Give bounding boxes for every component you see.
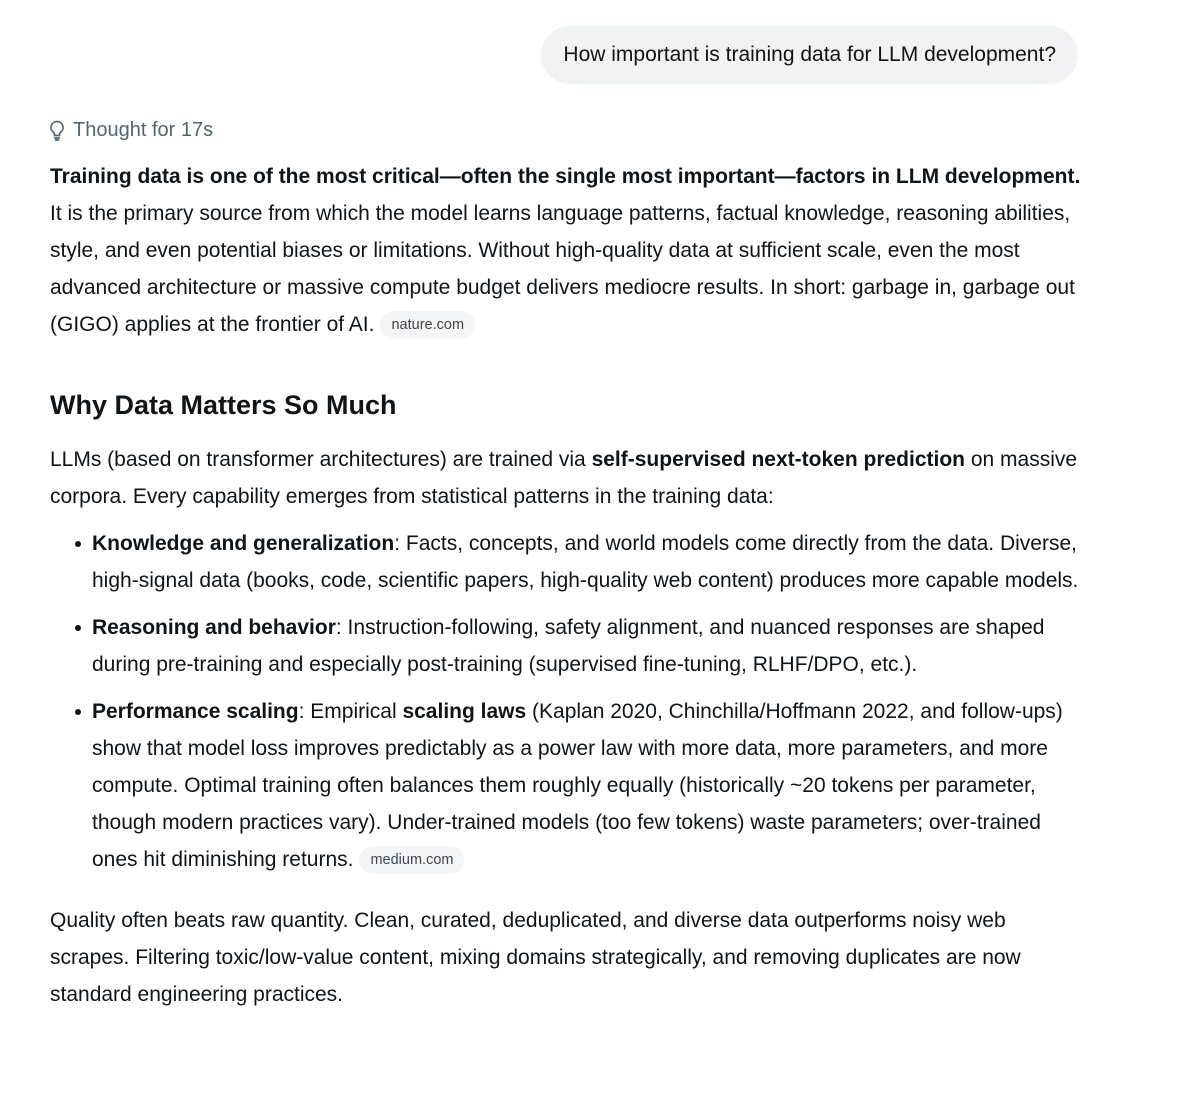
assistant-response bbox=[50, 158, 1090, 1013]
bullet-list bbox=[50, 525, 1090, 878]
bullet-title: Reasoning and behavior bbox=[92, 616, 336, 639]
bullet-bold-term: scaling laws bbox=[402, 700, 527, 723]
section-paragraph-bold: self-supervised next-token prediction bbox=[591, 448, 965, 471]
intro-text: It is the primary source from which the model learns language patterns, factual knowledge, reasoning abilities, style, and even potential biases or limitations. Without high-quality data at sufficient scale, even the most advanced architecture or massive compute budget delivers mediocre results. In short: garbage in, garbage out (GIGO) applies at the frontier of AI. bbox=[50, 202, 1075, 336]
user-message-bubble bbox=[541, 26, 1078, 84]
thought-label: Thought for 17s bbox=[73, 119, 214, 141]
intro-bold-text: Training data is one of the most critical—often the single most important—factors in LLM development. bbox=[50, 165, 1081, 188]
section-paragraph-text-a: LLMs (based on transformer architectures) are trained via bbox=[50, 448, 592, 471]
section-paragraph bbox=[50, 441, 1090, 515]
section-heading: Why Data Matters So Much bbox=[50, 390, 397, 420]
list-item bbox=[92, 525, 1090, 599]
lightbulb-icon bbox=[47, 119, 67, 141]
bullet-text: (Kaplan 2020, Chinchilla/Hoffmann 2022, and follow-ups) show that model loss improves predictably as a power law with more data, more parameters, and more compute. Optimal training often balances them roughly equally (historically ~20 tokens per parameter, though modern practices vary). Under-trained models (too few tokens) waste parameters; over-trained ones hit diminishing returns. bbox=[92, 700, 1063, 871]
intro-paragraph bbox=[50, 158, 1090, 343]
bullet-title: Performance scaling bbox=[92, 700, 299, 723]
section-paragraph-text-b: on massive corpora. Every capability emerges from statistical patterns in the training data: bbox=[50, 448, 1078, 508]
closing-paragraph: Quality often beats raw quantity. Clean, curated, deduplicated, and diverse data outperforms noisy web scrapes. Filtering toxic/low-value content, mixing domains strategically, and removing duplicates are now standard engineering practices. bbox=[50, 909, 1021, 1006]
source-chip-nature[interactable]: nature.com bbox=[380, 311, 475, 339]
bullet-text: : Empirical bbox=[298, 700, 403, 723]
source-chip-medium[interactable]: medium.com bbox=[359, 846, 464, 874]
list-item bbox=[92, 609, 1090, 683]
bullet-text: : Facts, concepts, and world models come directly from the data. Diverse, high-signal data (books, code, scientific papers, high-quality web content) produces more capable models. bbox=[92, 532, 1079, 592]
bullet-text: : Instruction-following, safety alignment, and nuanced responses are shaped during pre-training and especially post-training (supervised fine-tuning, RLHF/DPO, etc.). bbox=[92, 616, 1045, 676]
thought-toggle[interactable] bbox=[47, 116, 213, 144]
list-item bbox=[92, 693, 1090, 878]
user-message-text: How important is training data for LLM development? bbox=[563, 43, 1056, 66]
bullet-title: Knowledge and generalization bbox=[92, 532, 395, 555]
